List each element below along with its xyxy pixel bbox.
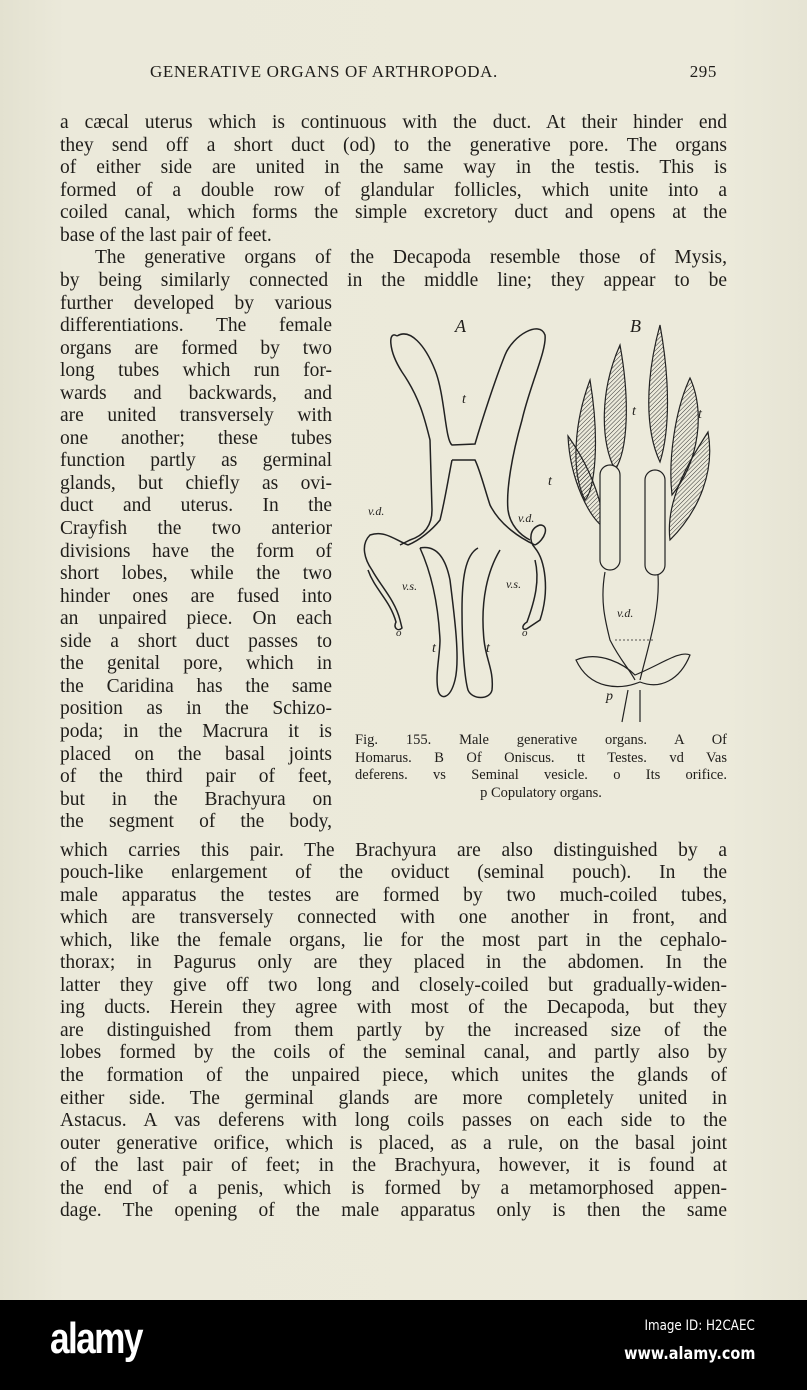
label-t-b-mid: t	[632, 404, 636, 419]
label-t-lower-right: t	[486, 641, 490, 656]
text-line: long tubes which run for-	[60, 360, 332, 382]
text-line: of the last pair of feet; in the Brachyura, however, it is found at	[60, 1155, 727, 1177]
text-line: of either side are united in the same way in the testis. This is	[60, 157, 727, 179]
text-line: are united transversely with	[60, 405, 332, 427]
text-line: duct and uterus. In the	[60, 495, 332, 517]
text-line: further developed by various	[60, 292, 332, 314]
figure-caption-line: Homarus. B Of Oniscus. tt Testes. vd Vas	[355, 750, 727, 766]
text-line: wards and backwards, and	[60, 382, 332, 404]
text-line: pouch-like enlargement of the oviduct (seminal pouch). In the	[60, 862, 727, 884]
label-t-b-left: t	[548, 474, 552, 489]
text-line: base of the last pair of feet.	[60, 224, 272, 246]
label-vd-b: v.d.	[617, 606, 634, 620]
figure-caption-line: Fig. 155. Male generative organs. A Of	[355, 732, 727, 748]
text-line: position as in the Schizo-	[60, 698, 332, 720]
figure-caption-line: p Copulatory organs.	[480, 785, 602, 801]
page-number: 295	[689, 62, 717, 81]
text-line: but in the Brachyura on	[60, 788, 332, 810]
text-line: glands, but chiefly as ovi-	[60, 472, 332, 494]
text-line: outer generative orifice, which is placed, as a rule, on the basal joint	[60, 1132, 727, 1154]
label-o-right: o	[522, 627, 528, 639]
label-vd-left: v.d.	[368, 504, 385, 518]
text-line: a cæcal uterus which is continuous with the duct. At their hinder end	[60, 112, 727, 133]
label-b: B	[630, 316, 641, 336]
text-line: Crayfish the two anterior	[60, 518, 332, 539]
text-line: the segment of the body,	[60, 811, 332, 833]
text-line: of the third pair of feet,	[60, 766, 332, 788]
text-line: they send off a short duct (od) to the generative pore. The organs	[60, 134, 727, 156]
text-line: organs are formed by two	[60, 337, 332, 359]
image-id: Image ID: H2CAEC	[644, 1318, 755, 1334]
text-line: placed on the basal joints	[60, 743, 332, 765]
text-line: Astacus. A vas deferens with long coils passes on each side to the	[60, 1110, 727, 1132]
text-line: the genital pore, which in	[60, 653, 332, 675]
text-line: poda; in the Macrura it is	[60, 720, 332, 742]
text-line: the end of a penis, which is formed by a metamorphosed appen-	[60, 1177, 727, 1199]
site-url: www.alamy.com	[623, 1344, 755, 1364]
text-line: one another; these tubes	[60, 427, 332, 449]
label-t-lower-left: t	[432, 641, 436, 656]
text-line: male apparatus the testes are formed by two much-coiled tubes,	[60, 884, 727, 906]
text-line: ing ducts. Herein they agree with most of the Decapoda, but they	[60, 997, 727, 1019]
watermark-bar	[0, 1300, 807, 1390]
text-line: the Caridina has the same	[60, 675, 332, 697]
alamy-logo: alamy	[50, 1314, 142, 1363]
text-line: function partly as germinal	[60, 450, 332, 472]
figure-b-drawing	[568, 325, 710, 722]
text-line: The generative organs of the Decapoda resemble those of Mysis,	[95, 247, 727, 269]
label-t: t	[462, 392, 466, 407]
label-a: A	[455, 316, 466, 336]
text-line: hinder ones are fused into	[60, 585, 332, 607]
figure-155	[340, 300, 740, 730]
text-line: which, like the female organs, lie for the most part in the cephalo-	[60, 929, 727, 951]
text-line: an unpaired piece. On each	[60, 608, 332, 630]
text-line: dage. The opening of the male apparatus only is then the same	[60, 1200, 727, 1222]
running-title: GENERATIVE ORGANS OF ARTHROPODA.	[150, 62, 498, 81]
text-line: short lobes, while the two	[60, 563, 332, 585]
text-line: side a short duct passes to	[60, 630, 332, 652]
label-vd-right: v.d.	[518, 511, 535, 525]
text-line: the formation of the unpaired piece, which unites the glands of	[60, 1065, 727, 1086]
label-vs-left: v.s.	[402, 579, 418, 593]
text-line: divisions have the form of	[60, 540, 332, 562]
text-line: which carries this pair. The Brachyura are also distinguished by a	[60, 839, 727, 861]
label-p: p	[606, 689, 613, 704]
text-line: differentiations. The female	[60, 315, 332, 337]
label-vs-right: v.s.	[506, 577, 522, 591]
text-line: thorax; in Pagurus only are they placed in the abdomen. In the	[60, 952, 727, 974]
text-line: latter they give off two long and closely-coiled but gradually-widen-	[60, 974, 727, 996]
text-line: by being similarly connected in the middle line; they appear to be	[60, 269, 727, 291]
text-line: which are transversely connected with one another in front, and	[60, 907, 727, 929]
running-header	[60, 62, 727, 86]
label-o-left: o	[396, 627, 402, 639]
text-line: either side. The germinal glands are more completely united in	[60, 1087, 727, 1109]
text-line: formed of a double row of glandular follicles, which unite into a	[60, 179, 727, 201]
text-line: coiled canal, which forms the simple excretory duct and opens at the	[60, 202, 727, 224]
figure-caption-line: deferens. vs Seminal vesicle. o Its orifice.	[355, 767, 727, 783]
label-t-b-right: t	[698, 407, 702, 422]
text-line: lobes formed by the coils of the seminal canal, and partly also by	[60, 1042, 727, 1064]
text-line: are distinguished from them partly by the increased size of the	[60, 1019, 727, 1041]
